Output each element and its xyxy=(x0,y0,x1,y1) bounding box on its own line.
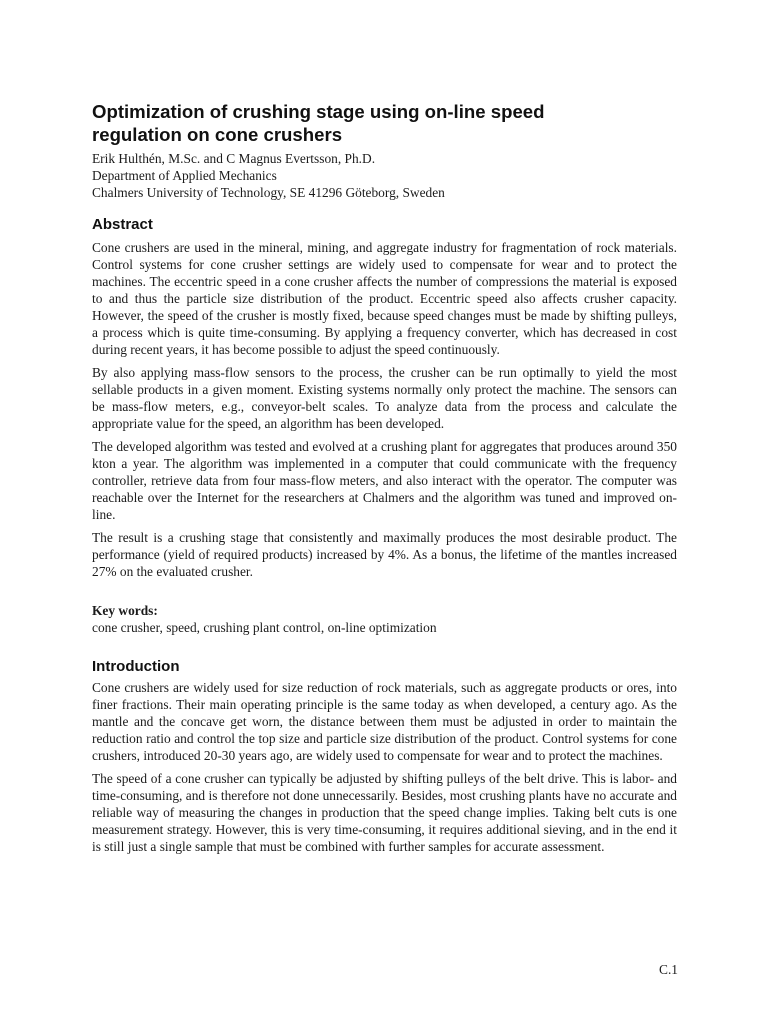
paper-page xyxy=(92,100,677,861)
introduction-paragraph: Cone crushers are widely used for size reduction of rock materials, such as aggregate products or ores, into finer fractions. Their main operating principle is the same today as when developed, a century ago. As the mantle and the concave get worn, the distance between them must be adjusted in order to maintain the reduction ratio and control the top size and particle size distribution of the product. Control systems for cone crushers, introduced 20-30 years ago, are widely used to compensate for wear and to protect the machines. xyxy=(92,680,677,763)
abstract-paragraph: Cone crushers are used in the mineral, mining, and aggregate industry for fragmentation of rock materials. Control systems for cone crusher settings are widely used to compensate for wear and to protect the machines. The eccentric speed in a cone crusher affects the number of compressions the material is exposed to and thus the particle size distribution of the product. Eccentric speed also affects crusher capacity. However, the speed of the crusher is mostly fixed, because speed changes must be made by shifting pulleys, a process which is quite time-consuming. By applying a frequency converter, which has decreased in cost during recent years, it has become possible to adjust the speed continuously. xyxy=(92,240,677,357)
page-number: C.1 xyxy=(659,962,678,977)
department: Department of Applied Mechanics xyxy=(92,168,277,183)
abstract-paragraph: By also applying mass-flow sensors to the process, the crusher can be run optimally to yield the most sellable products in a given moment. Existing systems normally only protect the machine. The sensors can be mass-flow meters, e.g., conveyor-belt scales. To analyze data from the process and calculate the appropriate value for the speed, an algorithm has been developed. xyxy=(92,365,677,431)
abstract-paragraph: The result is a crushing stage that consistently and maximally produces the most desirable product. The performance (yield of required products) increased by 4%. As a bonus, the lifetime of the mantles increased 27% on the evaluated crusher. xyxy=(92,530,677,579)
abstract-section xyxy=(92,239,677,580)
authors: Erik Hulthén, M.Sc. and C Magnus Evertsson, Ph.D. xyxy=(92,151,376,166)
author-block xyxy=(92,150,677,201)
introduction-paragraph: The speed of a cone crusher can typically be adjusted by shifting pulleys of the belt drive. This is labor- and time-consuming, and is therefore not done unnecessarily. Besides, most crushing plants have no accurate and reliable way of measuring the changes in production that the speed change implies. Taking belt cuts is one measurement strategy. However, this is very time-consuming, it requires additional sieving, and in the end it is still just a single sample that must be combined with further samples for accurate assessment. xyxy=(92,771,677,854)
abstract-heading: Abstract xyxy=(92,216,153,233)
keywords-block xyxy=(92,602,677,636)
introduction-section xyxy=(92,679,677,855)
keywords-label: Key words: xyxy=(92,603,158,618)
keywords-text: cone crusher, speed, crushing plant control, on-line optimization xyxy=(92,620,437,635)
paper-title xyxy=(92,100,677,146)
title-line-2: regulation on cone crushers xyxy=(92,124,343,145)
introduction-heading: Introduction xyxy=(92,658,180,675)
affiliation: Chalmers University of Technology, SE 41296 Göteborg, Sweden xyxy=(92,185,445,200)
abstract-paragraph: The developed algorithm was tested and evolved at a crushing plant for aggregates that produces around 350 kton a year. The algorithm was implemented in a computer that could communicate with the frequency controller, retrieve data from four mass-flow meters, and also interact with the operator. The computer was reachable over the Internet for the researchers at Chalmers and the algorithm was tuned and improved on-line. xyxy=(92,439,677,522)
title-line-1: Optimization of crushing stage using on-line speed xyxy=(92,101,545,122)
